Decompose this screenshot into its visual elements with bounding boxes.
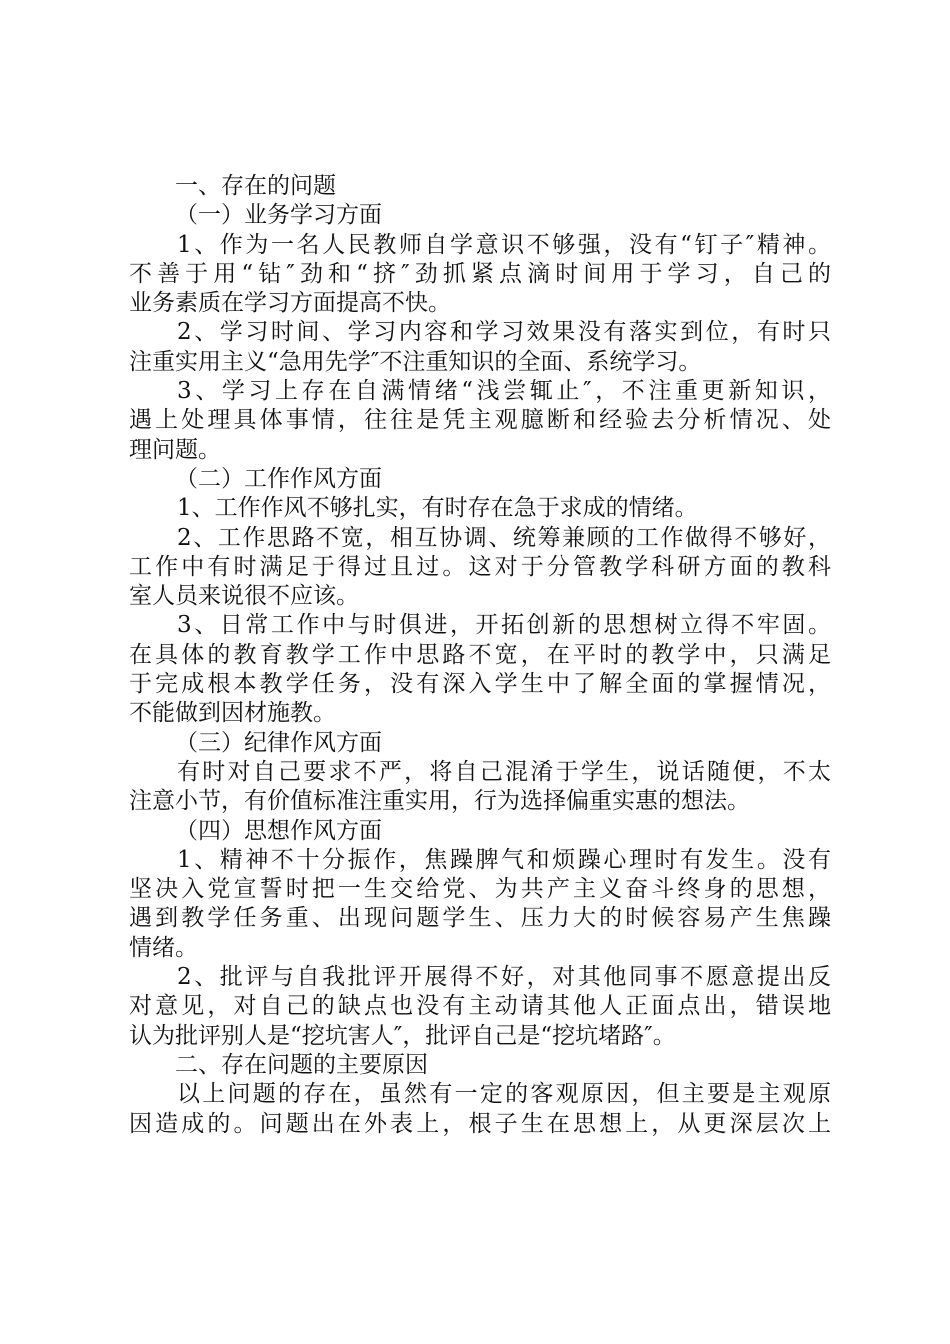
paragraph-line: 注意小节，有价值标准注重实用，行为选择偏重实惠的想法。 bbox=[129, 788, 750, 815]
paragraph-line: 不能做到因材施教。 bbox=[129, 700, 336, 727]
paragraph-line: 因造成的。问题出在外表上，根子生在思想上，从更深层次上 bbox=[129, 1110, 831, 1137]
paragraph-line: 情绪。 bbox=[129, 934, 198, 961]
paragraph-line: 理问题。 bbox=[129, 436, 221, 463]
paragraph-line: 业务素质在学习方面提高不快。 bbox=[129, 290, 451, 317]
paragraph-line: 坚决入党宣誓时把一生交给党、为共产主义奋斗终身的思想， bbox=[129, 876, 831, 903]
paragraph-line: 注重实用主义“急用先学″不注重知识的全面、系统学习。 bbox=[129, 348, 702, 375]
paragraph-line: 1、工作作风不够扎实，有时存在急于求成的情绪。 bbox=[177, 495, 698, 522]
paragraph-line: 室人员来说很不应该。 bbox=[129, 583, 359, 610]
subsection-heading-work-style: （二）工作作风方面 bbox=[175, 465, 382, 492]
section-heading-problems: 一、存在的问题 bbox=[175, 173, 336, 199]
paragraph-line: 2、工作思路不宽，相互协调、统筹兼顾的工作做得不够好， bbox=[177, 524, 831, 551]
paragraph-line: 2、学习时间、学习内容和学习效果没有落实到位，有时只 bbox=[177, 319, 831, 346]
subsection-heading-study: （一）业务学习方面 bbox=[175, 202, 382, 229]
paragraph-line: 有时对自己要求不严，将自己混淆于学生，说话随便，不太 bbox=[177, 758, 831, 785]
paragraph-line: 工作中有时满足于得过且过。这对于分管教学科研方面的教科 bbox=[129, 553, 831, 580]
paragraph-line: 3、日常工作中与时俱进，开拓创新的思想树立得不牢固。 bbox=[177, 612, 831, 639]
paragraph-line: 2、批评与自我批评开展得不好，对其他同事不愿意提出反 bbox=[177, 964, 831, 991]
paragraph-line: 于完成根本教学任务，没有深入学生中了解全面的掌握情况， bbox=[129, 671, 831, 698]
section-heading-causes: 二、存在问题的主要原因 bbox=[175, 1051, 428, 1078]
paragraph-line: 遇到教学任务重、出现问题学生、压力大的时候容易产生焦躁 bbox=[129, 905, 831, 932]
subsection-heading-thought: （四）思想作风方面 bbox=[175, 817, 382, 844]
paragraph-line: 1、精神不十分振作，焦躁脾气和烦躁心理时有发生。没有 bbox=[177, 846, 831, 873]
paragraph-line: 不善于用“钻″劲和“挤″劲抓紧点滴时间用于学习，自己的 bbox=[129, 260, 831, 287]
paragraph-line: 对意见，对自己的缺点也没有主动请其他人正面点出，错误地 bbox=[129, 993, 831, 1020]
subsection-heading-discipline: （三）纪律作风方面 bbox=[175, 729, 382, 756]
paragraph-line: 认为批评别人是“挖坑害人″，批评自己是“挖坑堵路″。 bbox=[129, 1022, 676, 1049]
paragraph-line: 在具体的教育教学工作中思路不宽，在平时的教学中，只满足 bbox=[129, 641, 831, 668]
document-page bbox=[129, 172, 831, 1139]
paragraph-line: 1、作为一名人民教师自学意识不够强，没有“钉子″精神。 bbox=[177, 231, 831, 258]
paragraph-line: 3、学习上存在自满情绪“浅尝辄止″，不注重更新知识， bbox=[177, 378, 831, 405]
paragraph-line: 遇上处理具体事情，往往是凭主观臆断和经验去分析情况、处 bbox=[129, 407, 831, 434]
paragraph-line: 以上问题的存在，虽然有一定的客观原因，但主要是主观原 bbox=[177, 1081, 831, 1108]
